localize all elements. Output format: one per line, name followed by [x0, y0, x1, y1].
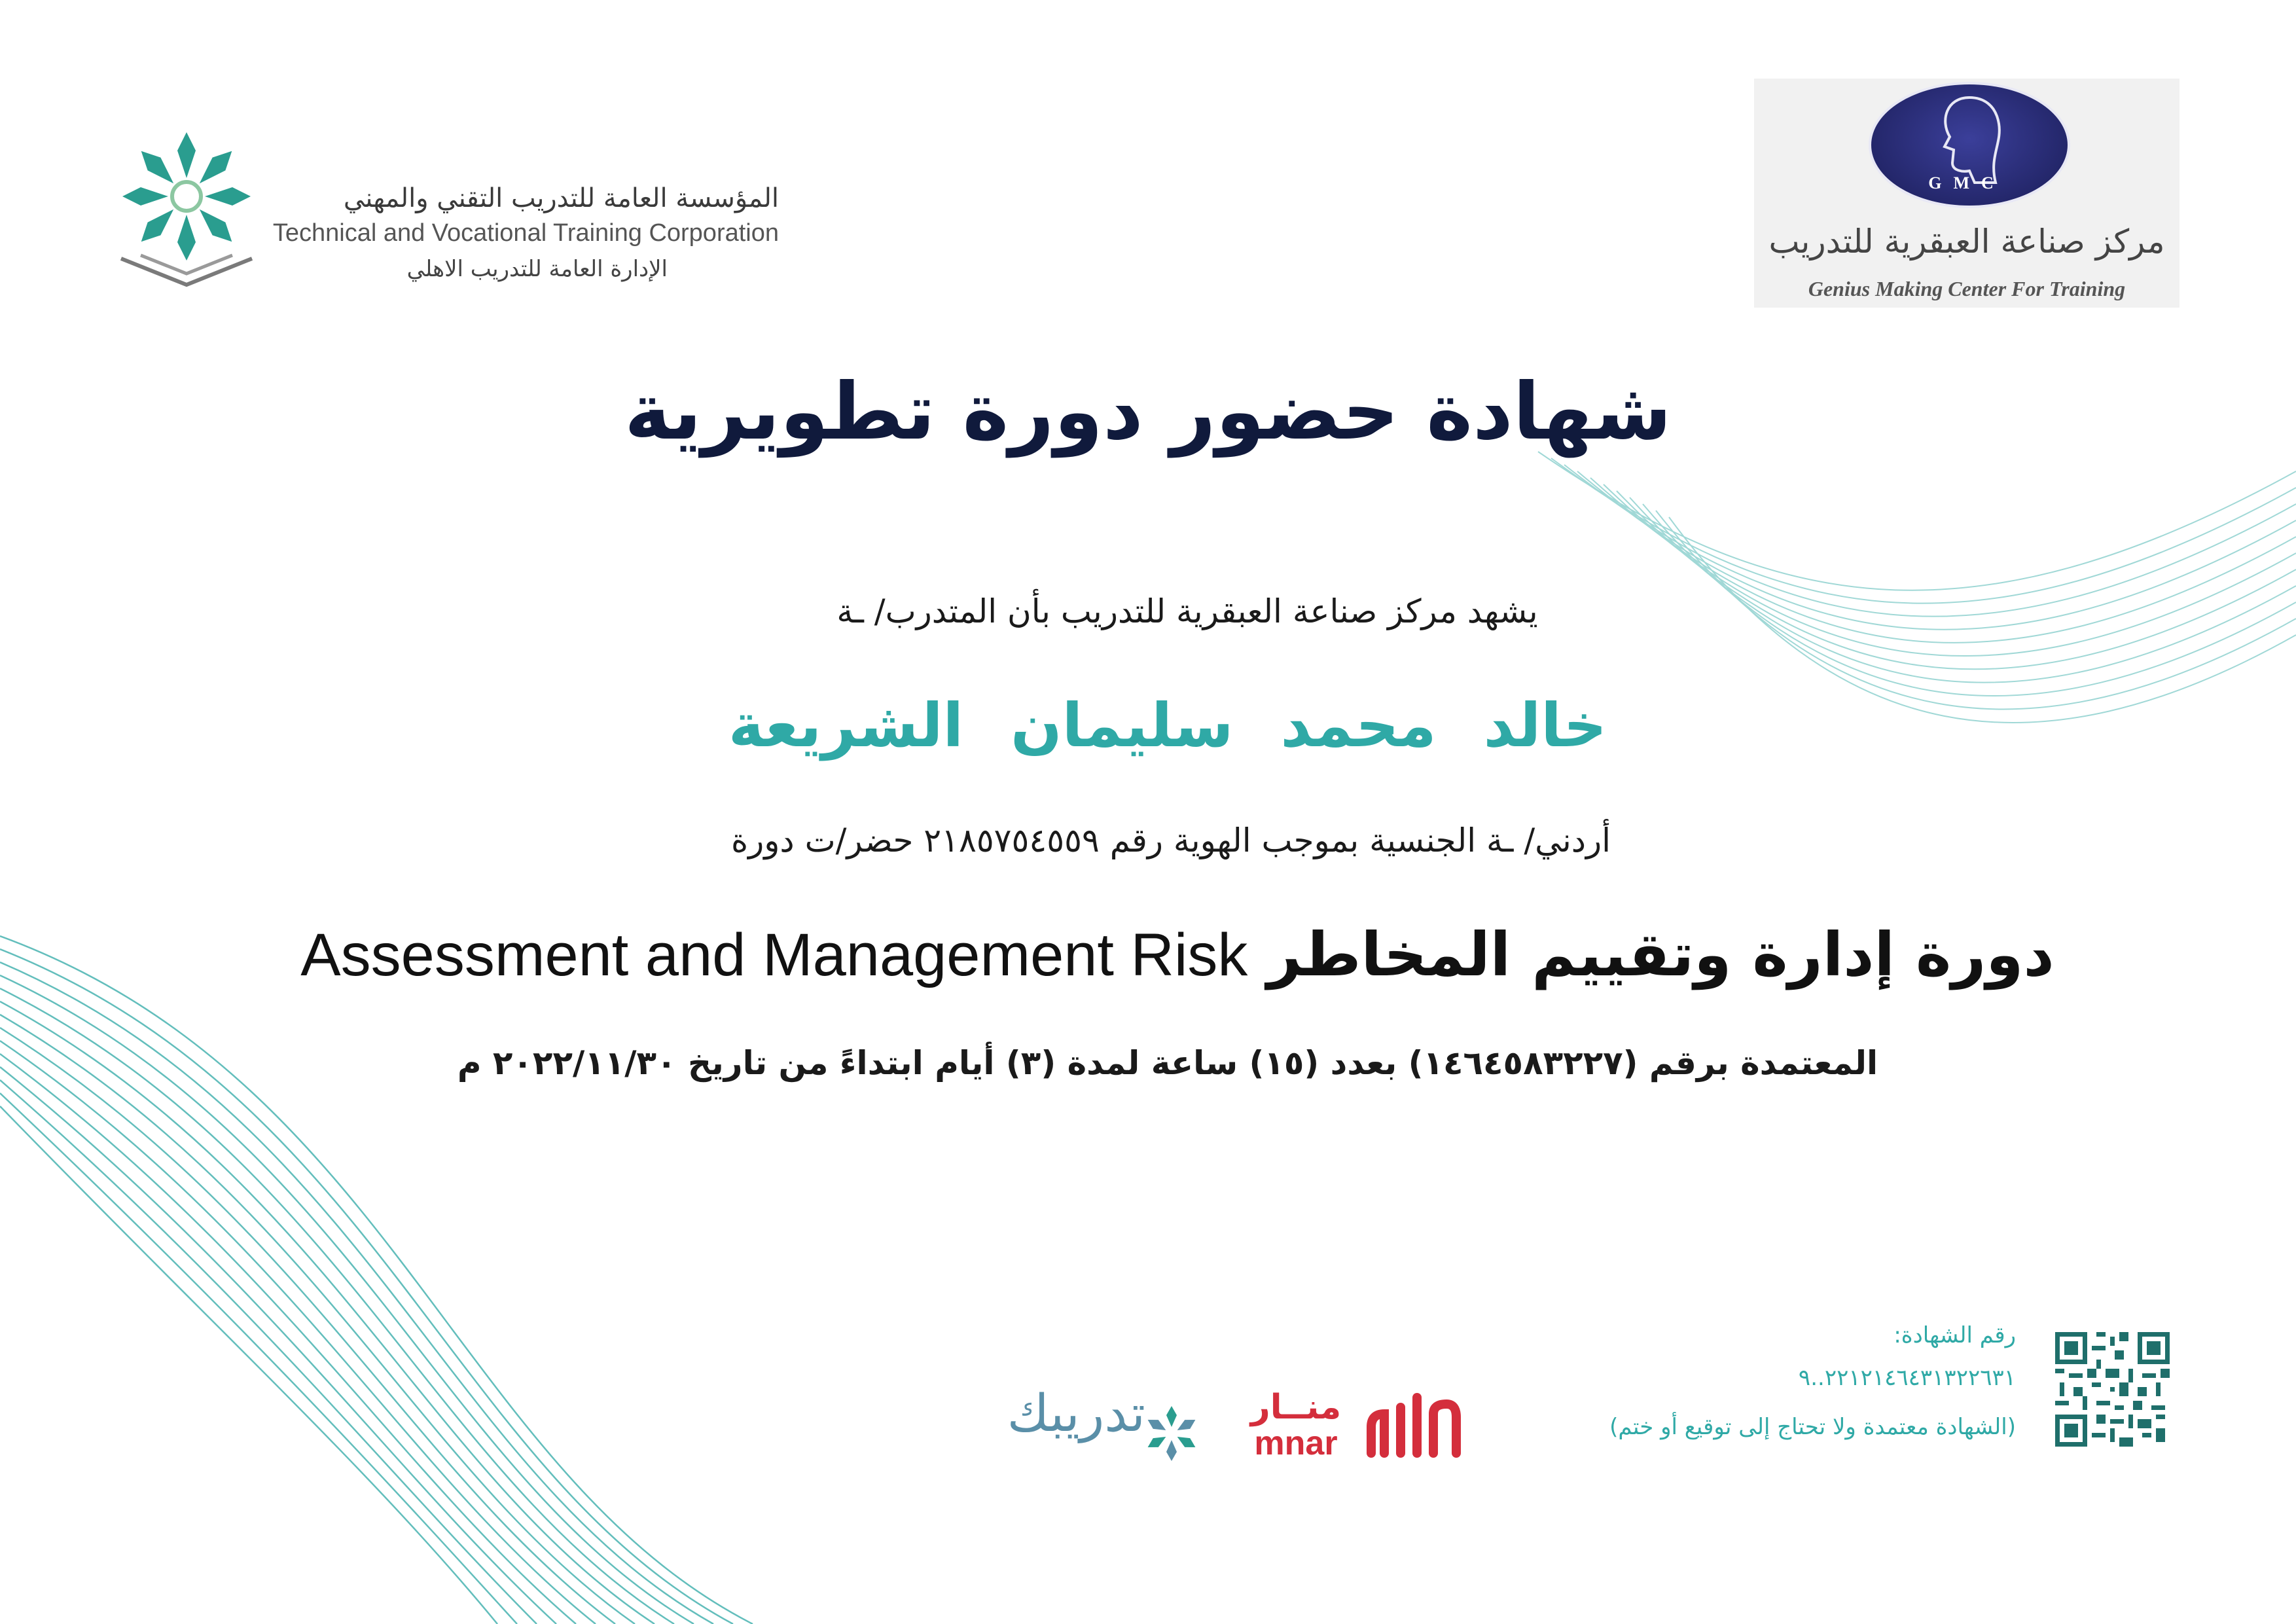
accreditation-line: المعتمدة برقم (١٤٦٤٥٨٣٢٢٧) بعدد (١٥) ساعة لمدة (٣) أيام ابتداءً من تاريخ ٢٠٢٢/١١/٣٠ م [457, 1044, 1878, 1082]
cert-number: ٢٢١٢١٤٦٤٣١٣٢٢٦٣١..٩ [1798, 1365, 2016, 1391]
tadreebk-logo-text: تدريبك [1007, 1384, 1145, 1443]
tvtc-name-arabic: المؤسسة العامة للتدريب التقني والمهني [343, 183, 779, 213]
tvtc-name-block [268, 180, 779, 289]
certificate-title: شهادة حضور دورة تطويرية [624, 367, 1672, 458]
tvtc-department: الإدارة العامة للتدريب الاهلي [406, 256, 668, 282]
course-title-arabic: دورة إدارة وتقييم المخاطر [1266, 920, 2054, 990]
course-title-english: Assessment and Management Risk [300, 922, 1248, 988]
qr-code-icon[interactable] [2055, 1332, 2170, 1447]
gmc-name-arabic: مركز صناعة العبقرية للتدريب [1768, 223, 2165, 261]
tvtc-name-english: Technical and Vocational Training Corporation [272, 219, 779, 247]
gmc-logo-letters: GMC [1928, 173, 2005, 192]
tadreebk-star-icon [1142, 1404, 1201, 1463]
mnar-name-english: mnar [1254, 1424, 1338, 1462]
mnar-logo-icon [1365, 1388, 1463, 1460]
gmc-name-english: Genius Making Center For Training [1808, 277, 2126, 300]
nationality-line: أردني/ ـة الجنسية بموجب الهوية رقم ٢١٨٥٧٥٤٥٥٩ حضر/ت دورة [730, 821, 1611, 859]
mnar-name-arabic: منــار [1250, 1388, 1342, 1427]
course-title [0, 920, 2296, 990]
tvtc-star-logo-icon [115, 124, 259, 295]
trainee-name: خالد محمد سليمان الشريعة [728, 691, 1607, 761]
cert-number-label: رقم الشهادة: [1893, 1322, 2016, 1348]
witness-line: يشهد مركز صناعة العبقرية للتدريب بأن المتدرب/ ـة [836, 592, 1538, 630]
cert-note: (الشهادة معتمدة ولا تحتاج إلى توقيع أو ختم) [1609, 1414, 2016, 1440]
